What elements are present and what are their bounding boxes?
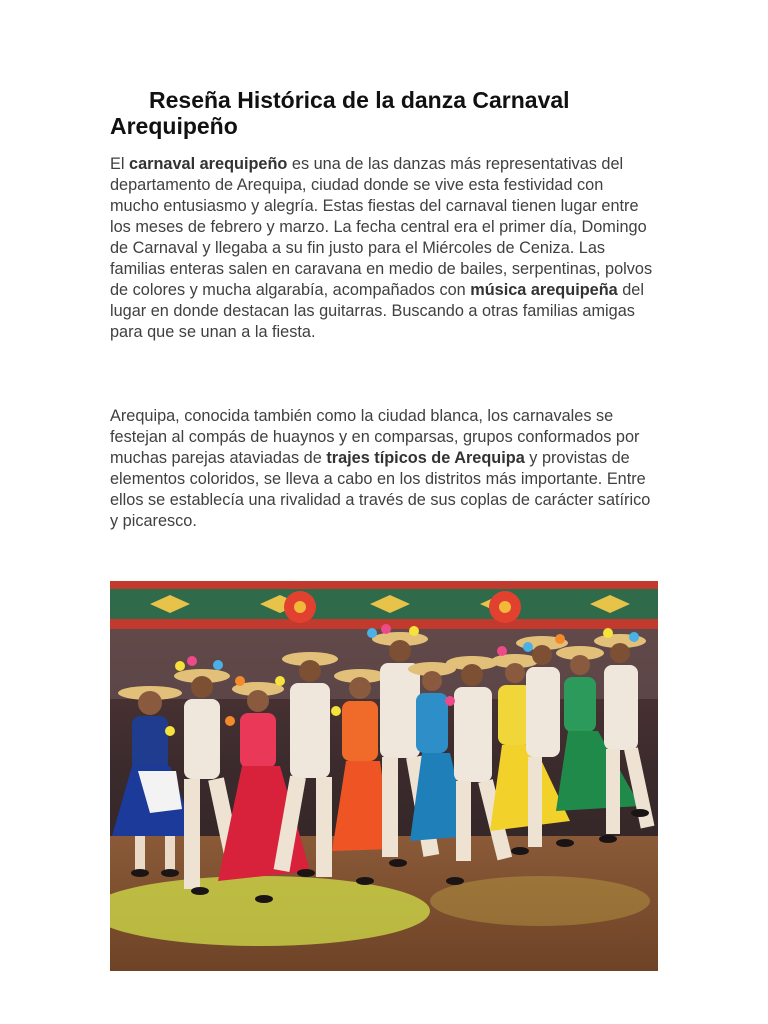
paragraph-1-text-b: es una de las danzas más representativas del departamento de Arequipa, ciudad donde se vive esta festividad con mucho entusiasmo y alegría. Estas fiestas del carnaval tienen lugar entre los meses de febrero y marzo. La fecha central era el primer día, Domingo de Carnaval y llegaba a su fin justo para el Miércoles de Ceniza. Las familias enteras salen en caravana en medio de bailes, serpentinas, polvos de colores y mucha algarabía, acompañados con [110,155,653,299]
paragraph-1-text-c: del lugar en donde destacan las guitarras. Buscando a otras familias amigas para que se unan a la fiesta. [110,281,644,341]
paragraph-2 [110,406,655,532]
paragraph-1-text-a: El [110,155,130,173]
paragraph-1-bold-b: música arequipeña [470,281,618,299]
paragraph-1-bold-a: carnaval arequipeño [129,155,288,173]
paragraph-1 [110,154,655,343]
document-title: Reseña Histórica de la danza Carnaval Arequipeño [110,87,570,139]
paragraph-2-text-b: y provistas de elementos coloridos, se lleva a cabo en los distritos más importante. Entre ellos se establecía una rivalidad a través de sus coplas de carácter satírico y picaresco. [110,449,651,530]
dance-photo-illustration [110,581,658,971]
paragraph-2-bold-a: trajes típicos de Arequipa [326,449,525,467]
paragraph-2-text-a: Arequipa, conocida también como la ciudad blanca, los carnavales se festejan al compás de huaynos y en comparsas, grupos conformados por muchas parejas ataviadas de [110,407,640,467]
dance-photo [110,581,658,971]
